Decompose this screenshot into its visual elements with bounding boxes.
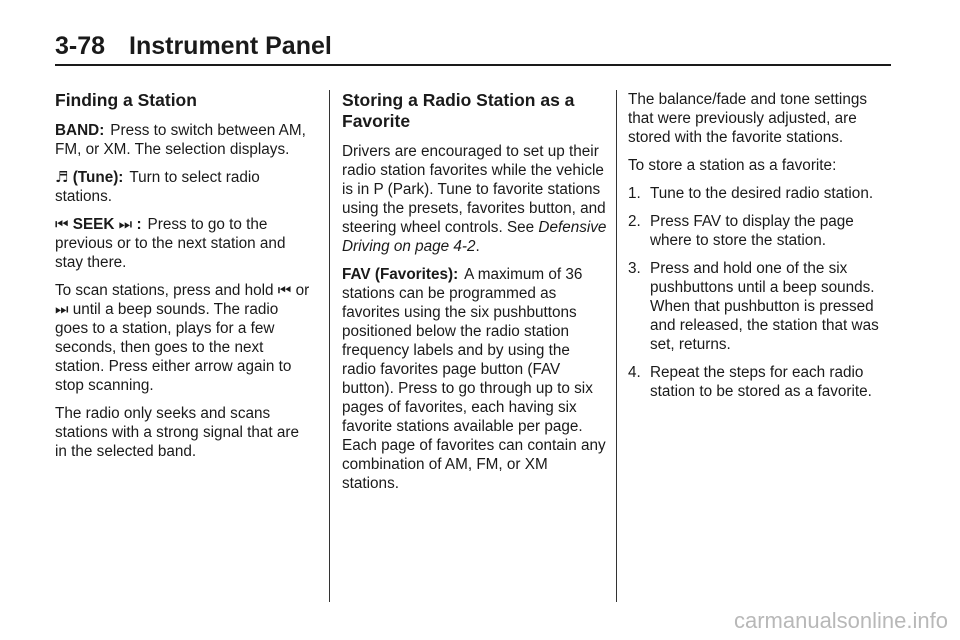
list-item [628, 184, 893, 203]
list-item [628, 212, 893, 250]
tune-term: (Tune): [72, 169, 124, 186]
page-header [55, 30, 891, 66]
music-note-icon: ♬ [55, 168, 69, 186]
step-text: Tune to the desired radio station. [650, 185, 874, 202]
scan-or: or [295, 282, 310, 299]
seeks-paragraph: The radio only seeks and scans stations with a strong signal that are in the selected band. [55, 405, 300, 460]
fav-paragraph [342, 265, 607, 493]
store-intro: To store a station as a favorite: [628, 157, 837, 174]
column-1 [55, 90, 313, 470]
fav-term: FAV (Favorites): [342, 266, 459, 283]
scan-intro: To scan stations, press and hold [55, 282, 274, 299]
seek-forward-icon: ⏭ [55, 300, 69, 318]
step-text: Press FAV to display the page where to store the station. [650, 213, 854, 249]
tune-paragraph [55, 168, 313, 206]
fav-text: A maximum of 36 stations can be programmed as favorites using the six pushbuttons positioned below the radio station frequency labels and by using the radio favorites page button (FAV button). Press to go through up to six pages of favorites, each having six favorite stations available per page. Each page of favorites can contain any combination of AM, FM, or XM stations. [342, 266, 606, 492]
step-number: 3. [628, 260, 641, 277]
intro-end: . [475, 238, 480, 255]
seek-paragraph [55, 215, 313, 272]
band-text: Press to switch between AM, FM, or XM. The selection displays. [55, 122, 306, 158]
finding-station-heading: Finding a Station [55, 90, 197, 110]
section-title: Instrument Panel [129, 32, 332, 60]
column-divider [329, 90, 330, 602]
storing-station-heading: Storing a Radio Station as a Favorite [342, 90, 575, 131]
step-number: 4. [628, 364, 641, 381]
column-2 [342, 90, 607, 502]
seek-back-icon: ⏮ [55, 215, 69, 233]
column-3 [628, 90, 893, 410]
seek-colon: : [136, 216, 142, 233]
band-paragraph [55, 121, 313, 159]
list-item [628, 259, 893, 354]
balance-paragraph: The balance/fade and tone settings that were previously adjusted, are stored with the favorite stations. [628, 91, 867, 146]
watermark: carmanualsonline.info [733, 608, 948, 633]
list-item [628, 363, 893, 401]
page-number: 3-78 [55, 32, 106, 60]
scan-paragraph [55, 281, 313, 395]
storing-intro-paragraph [342, 142, 607, 256]
storing-intro: Drivers are encouraged to set up their radio station favorites while the vehicle is in P (Park). Tune to favorite stations using the presets, favorites button, and steering wheel controls. See [342, 143, 606, 236]
tune-text: Turn to select radio stations. [55, 169, 260, 205]
store-steps-list [628, 184, 893, 401]
seek-forward-icon: ⏭ [118, 215, 133, 233]
step-number: 1. [628, 185, 641, 202]
step-text: Press and hold one of the six pushbuttons until a beep sounds. When that pushbutton is pressed and released, the station that was set, returns. [650, 260, 879, 353]
cross-reference-link[interactable]: Defensive Driving on page 4-2 [342, 219, 607, 255]
seek-back-icon: ⏮ [277, 281, 292, 299]
step-text: Repeat the steps for each radio station to be stored as a favorite. [650, 364, 872, 400]
scan-end: until a beep sounds. The radio goes to a station, plays for a few seconds, then goes to the next station. Press either arrow again to stop scanning. [55, 301, 292, 394]
band-term: BAND: [55, 122, 105, 139]
seek-text: Press to go to the previous or to the next station and stay there. [55, 216, 286, 271]
column-divider [616, 90, 617, 602]
step-number: 2. [628, 213, 641, 230]
seek-label: SEEK [72, 216, 115, 233]
